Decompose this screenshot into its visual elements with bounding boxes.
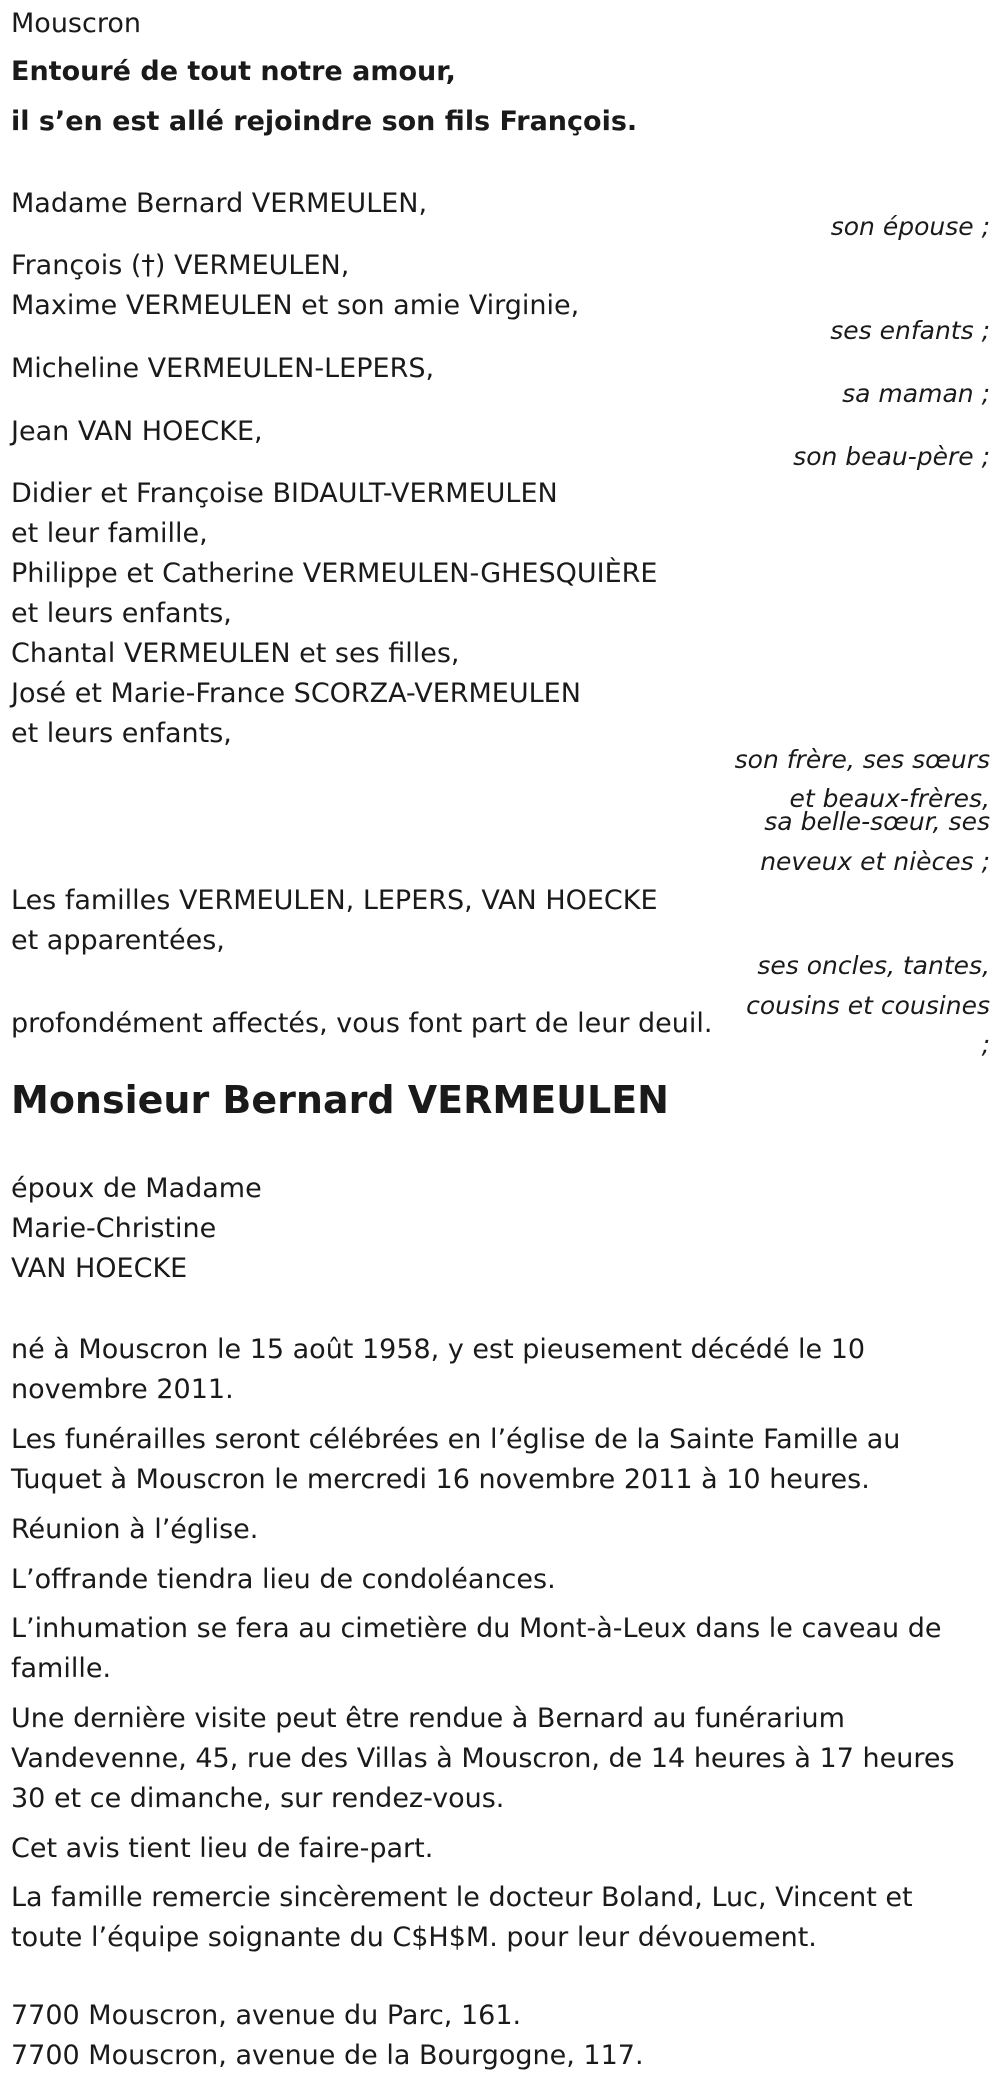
family-member: José et Marie-France SCORZA-VERMEULEN [11, 678, 581, 709]
family-role: son épouse ; [830, 212, 990, 241]
family-role: ses oncles, tantes, [757, 951, 990, 980]
family-role: ses enfants ; [830, 316, 990, 345]
paragraph-thanks: La famille remercie sincèrement le docteur Boland, Luc, Vincent et toute l’équipe soignante du C$H$M. pour leur dévouement. [11, 1882, 913, 1953]
spouse-line: époux de Madame [11, 1173, 262, 1204]
location: Mouscron [11, 8, 141, 39]
family-member: Maxime VERMEULEN et son amie Virginie, [11, 290, 580, 321]
family-member: et leur famille, [11, 518, 208, 549]
family-member: Didier et Françoise BIDAULT-VERMEULEN [11, 478, 558, 509]
address-line: 7700 Mouscron, avenue de la Bourgogne, 117. [11, 2040, 644, 2071]
paragraph-meeting: Réunion à l’église. [11, 1514, 259, 1545]
family-member: Jean VAN HOECKE, [11, 416, 263, 447]
spouse-line: VAN HOECKE [11, 1253, 188, 1284]
family-role: son beau-père ; [793, 442, 990, 471]
family-member: Chantal VERMEULEN et ses filles, [11, 638, 460, 669]
family-member: et leurs enfants, [11, 598, 232, 629]
paragraph-funeral: Les funérailles seront célébrées en l’église de la Sainte Famille au Tuquet à Mouscron le mercredi 16 novembre 2011 à 10 heures. [11, 1424, 901, 1495]
closing-line: profondément affectés, vous font part de leur deuil. [11, 1008, 713, 1039]
intro-line-1: Entouré de tout notre amour, [11, 56, 456, 87]
family-role: sa belle-sœur, ses [764, 807, 990, 836]
family-member: et apparentées, [11, 925, 225, 956]
family-member: François (†) VERMEULEN, [11, 250, 350, 281]
paragraph-birth-death: né à Mouscron le 15 août 1958, y est pieusement décédé le 10 novembre 2011. [11, 1334, 866, 1405]
family-role: et beaux-frères, [789, 784, 990, 813]
family-role: neveux et nièces ; [760, 847, 990, 876]
family-role: son frère, ses sœurs [734, 745, 990, 774]
spouse-line: Marie-Christine [11, 1213, 217, 1244]
family-role: sa maman ; [842, 379, 990, 408]
family-role: ; [981, 1030, 990, 1059]
family-member: Philippe et Catherine VERMEULEN-GHESQUIÈRE [11, 558, 658, 589]
paragraph-offering: L’offrande tiendra lieu de condoléances. [11, 1564, 556, 1595]
intro-line-2: il s’en est allé rejoindre son fils François. [11, 106, 638, 137]
paragraph-notice: Cet avis tient lieu de faire-part. [11, 1833, 434, 1864]
paragraph-burial: L’inhumation se fera au cimetière du Mont-à-Leux dans le caveau de famille. [11, 1613, 942, 1684]
address-line: 7700 Mouscron, avenue du Parc, 161. [11, 2000, 522, 2031]
deceased-name: Monsieur Bernard VERMEULEN [11, 1078, 669, 1122]
paragraph-visit: Une dernière visite peut être rendue à Bernard au funérarium Vandevenne, 45, rue des Villas à Mouscron, de 14 heures à 17 heures 30 et ce dimanche, sur rendez-vous. [11, 1703, 955, 1814]
family-member: Micheline VERMEULEN-LEPERS, [11, 353, 435, 384]
family-role: cousins et cousines [746, 991, 990, 1020]
family-member: et leurs enfants, [11, 718, 232, 749]
family-member: Madame Bernard VERMEULEN, [11, 188, 428, 219]
family-member: Les familles VERMEULEN, LEPERS, VAN HOECKE [11, 885, 658, 916]
